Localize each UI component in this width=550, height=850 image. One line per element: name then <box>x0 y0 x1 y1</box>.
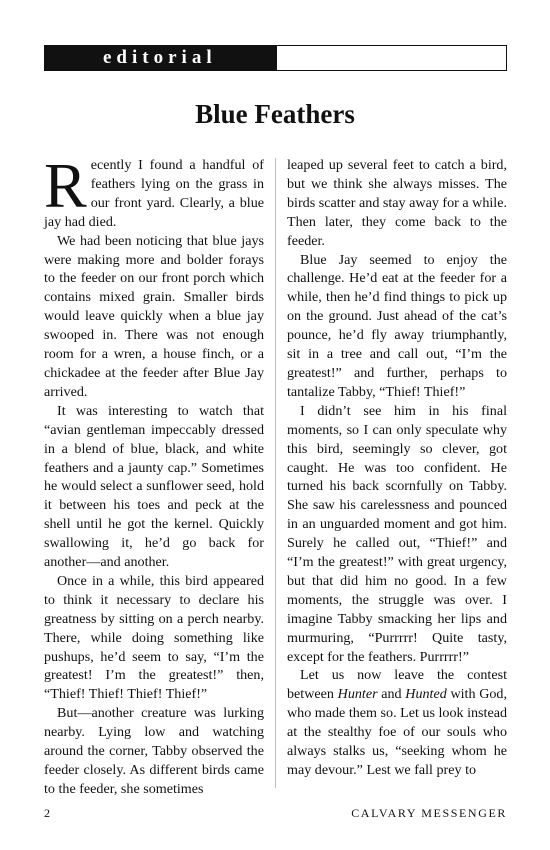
emphasis-hunted: Hunted <box>405 686 447 703</box>
paragraph: We had been noticing that blue jays were making more and bolder forays to the feeder on our front porch which contains mixed grain. Smaller birds would leave quickly when a blue jay swooped in. There was not enough room for a wren, a house finch, or a chickadee at the feeder after Blue Jay arrived. <box>44 232 264 400</box>
right-column <box>287 156 507 788</box>
paragraph-text: Let us now leave the contest between <box>287 667 507 703</box>
paragraph-text: and <box>377 686 406 703</box>
page-number: 2 <box>44 806 50 820</box>
publication-name: CALVARY MESSENGER <box>351 806 507 820</box>
paragraph-text: with God, who made them so. Let us look instead at the stealthy foe of our souls who always stalks us, “seeking whom he may devour.” Lest we fall prey to <box>287 686 507 778</box>
paragraph: It was interesting to watch that “avian gentleman impeccably dressed in a blend of blue, black, and white feathers and a jaunty cap.” Sometimes he would select a sunflower seed, hold it between his toes and peck at the shell until he got the kernel. Quickly swallowing it, he’d go back for another—and another. <box>44 402 264 571</box>
column-divider <box>275 158 276 788</box>
paragraph <box>44 150 264 232</box>
article-title: Blue Feathers <box>195 99 355 129</box>
left-column <box>44 150 264 797</box>
section-label: editorial <box>45 46 277 70</box>
section-header-bar <box>44 45 507 71</box>
paragraph-text: ecently I found a handful of feathers lying on the grass in our front yard. Clearly, a blue jay had died. <box>44 157 264 230</box>
paragraph: I didn’t see him in his final moments, so I can only speculate why this bird, seemingly so clever, got caught. He was too confident. He turned his back scornfully on Tabby. She saw his carelessness and pounced in an unguarded moment and got him. Surely he called out, “Thief!” and “I’m the greatest!” with great urgency, but that did him no good. In a few moments, the struggle was over. I imagine Tabby smacking her lips and murmuring, “Purrrrr! Quite tasty, except for the feathers. Purrrrr!” <box>287 402 507 665</box>
paragraph <box>287 666 507 779</box>
paragraph: Blue Jay seemed to enjoy the challenge. He’d eat at the feeder for a while, then he’d find things to pick up on the ground. Just ahead of the cat’s pounce, he’d fly away triumphantly, sit in a tree and call out, “I’m the greatest!” and further, perhaps to tantalize Tabby, “Thief! Thief!” <box>287 251 507 400</box>
drop-cap: R <box>44 150 87 221</box>
paragraph: leaped up several feet to catch a bird, but we think she always misses. The birds scatter and stay away for a while. Then later, they come back to the feeder. <box>287 157 507 249</box>
paragraph: But—another creature was lurking nearby. Lying low and watching around the corner, Tabby observed the feeder closely. As different birds came to the feeder, she sometimes <box>44 705 264 797</box>
paragraph: Once in a while, this bird appeared to think it necessary to declare his greatness by sitting on a perch nearby. There, while doing something like pushups, he’d seem to say, “I’m the greatest! I’m the greatest!” then, “Thief! Thief! Thief! Thief!” <box>44 572 264 703</box>
page-footer <box>44 806 507 822</box>
section-header-blank <box>277 46 506 70</box>
emphasis-hunter: Hunter <box>337 686 378 703</box>
